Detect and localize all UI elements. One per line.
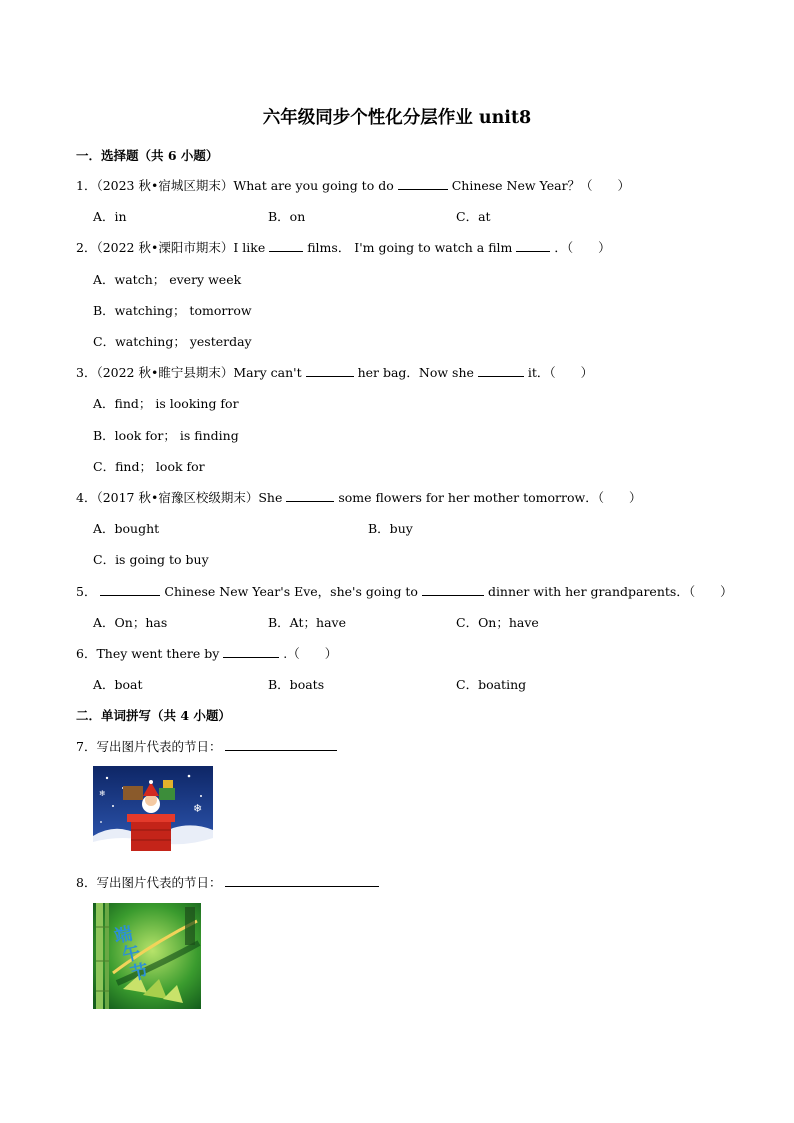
question-5-stem-mid: Chinese New Year's Eve，she's going to	[164, 584, 418, 599]
question-3-stem-end: it．（ ）	[527, 365, 594, 380]
question-4-stem: 4．（2017 秋•宿豫区校级期末）She	[76, 490, 283, 505]
question-3-stem-mid: her bag．Now she	[357, 365, 474, 380]
question-4-stem-end: some flowers for her mother tomorrow．（ ）	[338, 490, 642, 505]
festival-caption: 端午节	[112, 923, 151, 986]
question-3	[76, 363, 593, 381]
question-2-stem: 2．（2022 秋•溧阳市期末）I like	[76, 240, 266, 255]
question-8	[76, 873, 379, 891]
question-1-stem-end: Chinese New Year？（ ）	[451, 178, 631, 193]
svg-text:❄: ❄	[99, 789, 106, 798]
question-7	[76, 737, 337, 755]
section-heading-spelling: 二．单词拼写（共 4 小题）	[76, 708, 231, 723]
question-3-stem: 3．（2022 秋•睢宁县期末）Mary can't	[76, 365, 302, 380]
question-6-stem: 6．They went there by	[76, 646, 220, 661]
question-5-option-c: C．On；have	[456, 615, 539, 630]
question-5-stem-end: dinner with her grandparents．（ ）	[487, 584, 733, 599]
christmas-picture	[93, 766, 213, 851]
question-1-option-c: C．at	[456, 209, 491, 224]
question-3-option-c: C．find； look for	[93, 459, 205, 474]
question-4	[76, 488, 641, 506]
question-6	[76, 644, 337, 662]
question-5-option-b: B．At；have	[268, 615, 346, 630]
answer-blank	[223, 645, 279, 658]
answer-blank	[100, 583, 160, 596]
question-3-option-b: B．look for； is finding	[93, 428, 239, 443]
question-5-option-a: A．On；has	[93, 615, 168, 630]
page-title: 六年级同步个性化分层作业 unit8	[262, 108, 532, 128]
question-8-stem: 8．写出图片代表的节日：	[76, 875, 222, 890]
question-3-option-a: A．find； is looking for	[93, 396, 239, 411]
question-4-option-b: B．buy	[368, 521, 413, 536]
answer-blank	[225, 874, 379, 887]
dragon-boat-illustration	[93, 903, 201, 1009]
question-2-stem-end: ．（ ）	[554, 240, 611, 255]
question-6-option-a: A．boat	[93, 677, 143, 692]
question-1-option-a: A．in	[93, 209, 127, 224]
question-4-option-a: A．bought	[93, 521, 160, 536]
question-1	[76, 176, 630, 194]
question-2-stem-mid: films． I'm going to watch a film	[307, 240, 513, 255]
answer-blank	[516, 239, 550, 252]
question-6-stem-end: .（ ）	[283, 646, 338, 661]
answer-blank	[478, 364, 524, 377]
answer-blank	[269, 239, 303, 252]
question-2	[76, 238, 611, 256]
question-7-stem: 7．写出图片代表的节日：	[76, 739, 222, 754]
answer-blank	[422, 583, 484, 596]
svg-text:❄: ❄	[193, 802, 203, 815]
christmas-illustration	[93, 766, 213, 851]
question-6-option-b: B．boats	[268, 677, 325, 692]
answer-blank	[398, 177, 448, 190]
answer-blank	[306, 364, 354, 377]
answer-blank	[286, 489, 334, 502]
answer-blank	[225, 738, 337, 751]
question-2-option-a: A．watch； every week	[93, 272, 242, 287]
question-1-option-b: B．on	[268, 209, 306, 224]
question-5-number: 5．	[76, 584, 97, 599]
dragon-boat-picture	[93, 903, 201, 1009]
question-5	[76, 582, 733, 600]
question-2-option-b: B．watching； tomorrow	[93, 303, 252, 318]
question-1-stem: 1．（2023 秋•宿城区期末）What are you going to do	[76, 178, 394, 193]
section-heading-choice: 一．选择题（共 6 小题）	[76, 148, 219, 163]
question-4-option-c: C．is going to buy	[93, 552, 209, 567]
question-2-option-c: C．watching； yesterday	[93, 334, 252, 349]
question-6-option-c: C．boating	[456, 677, 527, 692]
